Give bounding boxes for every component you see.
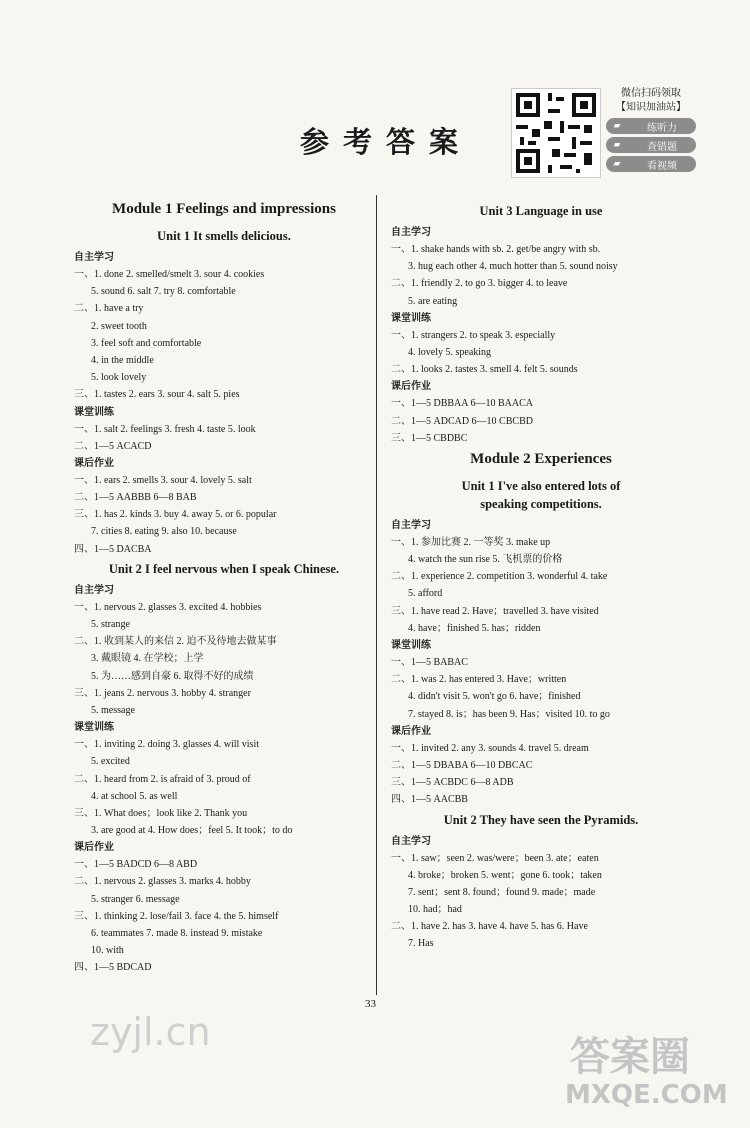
book-icon: ▰	[613, 140, 621, 150]
page-number: 33	[365, 998, 376, 1010]
answer-line: 4. watch the sun rise 5. 飞机票的价格	[408, 554, 563, 566]
qr-code-icon	[512, 89, 600, 177]
answer-line: 7. Has	[408, 938, 434, 950]
answer-line: 10. with	[91, 945, 124, 957]
answer-line: 三、1. jeans 2. nervous 3. hobby 4. stranger	[74, 687, 251, 699]
answer-line: 3. feel soft and comfortable	[91, 337, 202, 349]
answer-line: 四、1—5 DACBA	[74, 543, 152, 555]
watermark-site: MXQE.COM	[565, 1080, 728, 1110]
answer-line: 10. had；had	[408, 904, 462, 916]
answer-line: 二、1. experience 2. competition 3. wonderful 4. take	[391, 571, 608, 583]
answer-line: 一、1. ears 2. smells 3. sour 4. lovely 5. salt	[74, 474, 252, 486]
unit-heading: Unit 3 Language in use	[479, 204, 603, 218]
answer-line: 5. strange	[91, 619, 130, 630]
page-title: 参考答案	[300, 125, 473, 159]
answer-line: 3. are good at 4. How does；feel 5. It took；to do	[91, 825, 293, 837]
answer-line: 三、1. What does；look like 2. Thank you	[74, 807, 248, 819]
module-heading: Module 2 Experiences	[470, 450, 612, 467]
answer-line: 二、1—5 ADCAD 6—10 CBCBD	[391, 415, 533, 427]
answer-line: 4. in the middle	[91, 354, 154, 366]
answer-line: 3. hug each other 4. much hotter than 5. sound noisy	[408, 261, 618, 273]
section-heading: 自主学习	[74, 252, 114, 263]
unit-heading: Unit 1 It smells delicious.	[157, 229, 291, 243]
answer-line: 4. broke；broken 5. went；gone 6. took；taken	[408, 869, 602, 881]
answer-line: 二、1—5 ACACD	[74, 440, 152, 452]
answer-line: 7. stayed 8. is；has been 9. Has；visited 10. to go	[408, 708, 610, 720]
section-heading: 自主学习	[74, 584, 114, 596]
answer-line: 四、1—5 BDCAD	[74, 962, 152, 974]
answer-line: 三、1. has 2. kinds 3. buy 4. away 5. or 6. popular	[74, 509, 277, 521]
answer-line: 一、1. salt 2. feelings 3. fresh 4. taste 5. look	[74, 423, 256, 435]
answer-line: 6. teammates 7. made 8. instead 9. mistake	[91, 928, 263, 939]
answer-line: 3. 戴眼镜 4. 在学校；上学	[91, 653, 204, 665]
answer-line: 三、1—5 CBDBC	[391, 432, 468, 444]
answer-line: 三、1—5 ACBDC 6—8 ADB	[391, 777, 514, 789]
answer-line: 4. lovely 5. speaking	[408, 346, 492, 358]
watermark-stamp: 答案圈	[570, 1034, 690, 1080]
section-heading: 课后作业	[74, 842, 114, 854]
answer-line: 4. at school 5. as well	[91, 790, 178, 802]
section-heading: 自主学习	[391, 519, 431, 531]
answer-line: 二、1—5 AABBB 6—8 BAB	[74, 492, 197, 504]
section-heading: 课后作业	[391, 725, 431, 737]
answer-line: 5. excited	[91, 756, 130, 768]
section-heading: 课后作业	[391, 381, 431, 393]
answer-line: 三、1. thinking 2. lose/fail 3. face 4. the 5. himself	[74, 910, 279, 922]
answer-line: 二、1—5 DBABA 6—10 DBCAC	[391, 759, 533, 771]
section-heading: 课堂训练	[391, 312, 431, 324]
answer-line: 二、1. friendly 2. to go 3. bigger 4. to leave	[391, 278, 568, 290]
section-heading: 课后作业	[74, 457, 114, 469]
answer-line: 一、1—5 BABAC	[391, 657, 468, 668]
section-heading: 课堂训练	[74, 406, 114, 418]
right-column	[391, 200, 691, 953]
answer-line: 二、1. heard from 2. is afraid of 3. proud of	[74, 773, 251, 785]
listening-button[interactable]	[606, 118, 696, 134]
promo-box	[606, 87, 696, 172]
left-column	[74, 197, 374, 977]
answer-line: 一、1—5 BADCD 6—8 ABD	[74, 859, 198, 871]
qr-code	[511, 88, 601, 178]
answer-line: 二、1. 收到某人的来信 2. 迫不及待地去做某事	[74, 636, 277, 648]
answer-line: 一、1. nervous 2. glasses 3. excited 4. hobbies	[74, 601, 262, 613]
answer-line: 三、1. tastes 2. ears 3. sour 4. salt 5. pies	[74, 389, 240, 401]
answer-line: 一、1. strangers 2. to speak 3. especially	[391, 329, 556, 341]
error-check-button[interactable]	[606, 137, 696, 153]
answer-line: 2. sweet tooth	[91, 320, 147, 332]
answer-line: 一、1. invited 2. any 3. sounds 4. travel 5. dream	[391, 742, 589, 754]
answer-line: 5. look lovely	[91, 372, 147, 384]
answer-line: 4. didn't visit 5. won't go 6. have；finished	[408, 691, 581, 703]
answer-line: 5. sound 6. salt 7. try 8. comfortable	[91, 286, 236, 298]
answer-line: 三、1. have read 2. Have；travelled 3. have visited	[391, 605, 599, 617]
unit-heading: Unit 1 I've also entered lots of speaking competitions.	[461, 478, 621, 511]
column-divider	[376, 195, 377, 995]
answer-line: 二、1. was 2. has entered 3. Have；written	[391, 674, 567, 686]
answer-line: 5. stranger 6. message	[91, 893, 180, 905]
answer-line: 二、1. have a try	[74, 303, 144, 315]
promo-line2: 【知识加油站】	[616, 102, 686, 113]
book-icon: ▰	[613, 121, 621, 131]
answer-line: 5. are eating	[408, 295, 458, 307]
module-heading: Module 1 Feelings and impressions	[112, 201, 336, 217]
answer-line: 5. 为……感到自豪 6. 取得不好的成绩	[91, 670, 254, 682]
answer-line: 一、1. shake hands with sb. 2. get/be angry with sb.	[391, 244, 601, 255]
watermark-logo: zyjl.cn	[90, 1010, 211, 1054]
answer-line: 一、1. inviting 2. doing 3. glasses 4. will visit	[74, 739, 260, 751]
answer-line: 二、1. looks 2. tastes 3. smell 4. felt 5. sounds	[391, 364, 578, 376]
promo-line1: 微信扫码领取	[621, 88, 681, 99]
video-label: 看视频	[647, 160, 677, 172]
answer-line: 四、1—5 AACBB	[391, 794, 468, 806]
section-heading: 自主学习	[391, 227, 431, 238]
answer-line: 5. message	[91, 704, 135, 716]
error-check-label: 查错题	[647, 141, 677, 153]
section-heading: 自主学习	[391, 835, 431, 847]
answer-line: 4. have；finished 5. has；ridden	[408, 622, 541, 634]
video-button[interactable]	[606, 156, 696, 172]
answer-line: 二、1. have 2. has 3. have 4. have 5. has 6. Have	[391, 921, 588, 933]
book-icon: ▰	[613, 159, 621, 169]
answer-line: 7. cities 8. eating 9. also 10. because	[91, 526, 237, 538]
answer-line: 5. afford	[408, 588, 443, 600]
unit-heading: Unit 2 They have seen the Pyramids.	[443, 812, 639, 827]
section-heading: 课堂训练	[391, 640, 431, 651]
unit-heading: Unit 2 I feel nervous when I speak Chinese.	[108, 561, 340, 576]
answer-line: 7. sent；sent 8. found；found 9. made；made	[408, 886, 596, 898]
answer-line: 一、1. done 2. smelled/smelt 3. sour 4. cookies	[74, 269, 265, 280]
listening-label: 练听力	[647, 122, 677, 134]
section-heading: 课堂训练	[74, 722, 114, 734]
answer-line: 二、1. nervous 2. glasses 3. marks 4. hobby	[74, 876, 251, 888]
answer-line: 一、1—5 DBBAA 6—10 BAACA	[391, 398, 533, 410]
answer-line: 一、1. saw；seen 2. was/were；been 3. ate；eaten	[391, 852, 599, 864]
answer-line: 一、1. 参加比赛 2. 一等奖 3. make up	[391, 536, 551, 548]
